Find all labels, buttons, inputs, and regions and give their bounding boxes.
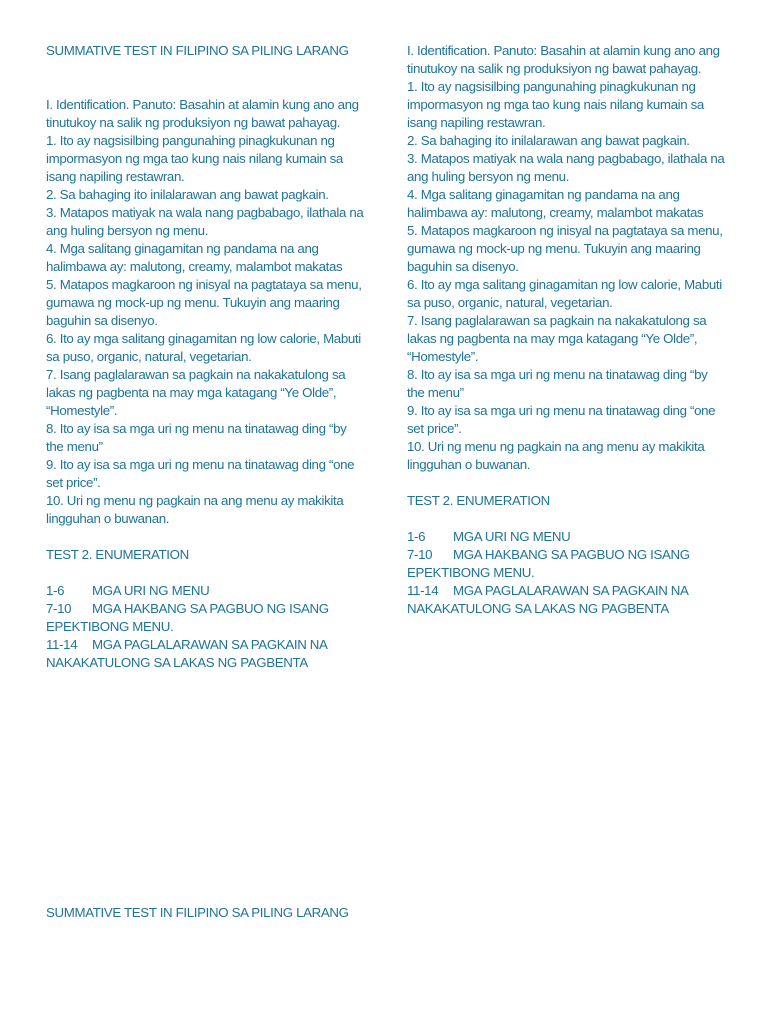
test2-heading: TEST 2. ENUMERATION [407,493,550,508]
enumeration-range: 7-10 [407,547,433,562]
enumeration-item [407,582,725,618]
left-column [46,42,364,672]
question-item: 2. Sa bahaging ito inilalarawan ang bawat pagkain. [46,187,329,202]
enumeration-text: MGA HAKBANG SA PAGBUO NG ISANG EPEKTIBONG MENU. [407,547,690,580]
question-item: 5. Matapos magkaroon ng inisyal na pagtataya sa menu, gumawa ng mock-up ng menu. Tukuyin ang maaring baguhin sa disenyo. [46,277,362,328]
enumeration-range: 1-6 [407,529,426,544]
enumeration-text: MGA URI NG MENU [92,583,210,598]
identification-instructions: I. Identification. Panuto: Basahin at alamin kung ano ang tinutukoy na salik ng produksiyon ng bawat pahayag. [46,97,359,130]
question-item: 8. Ito ay isa sa mga uri ng menu na tinatawag ding “by the menu” [407,367,708,400]
page-title: SUMMATIVE TEST IN FILIPINO SA PILING LARANG [46,43,349,58]
enumeration-item [407,546,725,582]
enumeration-range: 1-6 [46,583,65,598]
right-column [407,42,725,618]
enumeration-range: 7-10 [46,601,72,616]
question-item: 9. Ito ay isa sa mga uri ng menu na tinatawag ding “one set price”. [407,403,716,436]
enumeration-text: MGA URI NG MENU [453,529,571,544]
question-item: 2. Sa bahaging ito inilalarawan ang bawat pagkain. [407,133,690,148]
question-item: 6. Ito ay mga salitang ginagamitan ng low calorie, Mabuti sa puso, organic, natural, vegetarian. [407,277,722,310]
question-item: 10. Uri ng menu ng pagkain na ang menu ay makikita lingguhan o buwanan. [407,439,705,472]
question-item: 9. Ito ay isa sa mga uri ng menu na tinatawag ding “one set price”. [46,457,355,490]
enumeration-text: MGA PAGLALARAWAN SA PAGKAIN NA NAKAKATULONG SA LAKAS NG PAGBENTA [407,583,688,616]
question-item: 4. Mga salitang ginagamitan ng pandama na ang halimbawa ay: malutong, creamy, malambot makatas [407,187,704,220]
enumeration-range: 11-14 [407,583,439,598]
question-item: 1. Ito ay nagsisilbing pangunahing pinagkukunan ng impormasyon ng mga tao kung nais nilang kumain sa isang napiling restawran. [407,79,704,130]
test2-heading: TEST 2. ENUMERATION [46,547,189,562]
question-item: 8. Ito ay isa sa mga uri ng menu na tinatawag ding “by the menu” [46,421,347,454]
identification-instructions: I. Identification. Panuto: Basahin at alamin kung ano ang tinutukoy na salik ng produksiyon ng bawat pahayag. [407,43,720,76]
enumeration-item [46,582,364,600]
enumeration-item [46,600,364,636]
enumeration-item [407,528,725,546]
question-item: 10. Uri ng menu ng pagkain na ang menu ay makikita lingguhan o buwanan. [46,493,344,526]
enumeration-range: 11-14 [46,637,78,652]
question-item: 3. Matapos matiyak na wala nang pagbabago, ilathala na ang huling bersyon ng menu. [46,205,364,238]
enumeration-text: MGA HAKBANG SA PAGBUO NG ISANG EPEKTIBONG MENU. [46,601,329,634]
enumeration-item [46,636,364,672]
footer-title: SUMMATIVE TEST IN FILIPINO SA PILING LARANG [46,905,349,920]
question-item: 3. Matapos matiyak na wala nang pagbabago, ilathala na ang huling bersyon ng menu. [407,151,725,184]
question-item: 4. Mga salitang ginagamitan ng pandama na ang halimbawa ay: malutong, creamy, malambot makatas [46,241,343,274]
question-item: 6. Ito ay mga salitang ginagamitan ng low calorie, Mabuti sa puso, organic, natural, vegetarian. [46,331,361,364]
question-item: 7. Isang paglalarawan sa pagkain na nakakatulong sa lakas ng pagbenta na may mga katagang “Ye Olde”, “Homestyle”. [407,313,707,364]
enumeration-text: MGA PAGLALARAWAN SA PAGKAIN NA NAKAKATULONG SA LAKAS NG PAGBENTA [46,637,327,670]
question-item: 5. Matapos magkaroon ng inisyal na pagtataya sa menu, gumawa ng mock-up ng menu. Tukuyin ang maaring baguhin sa disenyo. [407,223,723,274]
question-item: 1. Ito ay nagsisilbing pangunahing pinagkukunan ng impormasyon ng mga tao kung nais nilang kumain sa isang napiling restawran. [46,133,343,184]
question-item: 7. Isang paglalarawan sa pagkain na nakakatulong sa lakas ng pagbenta na may mga katagang “Ye Olde”, “Homestyle”. [46,367,346,418]
